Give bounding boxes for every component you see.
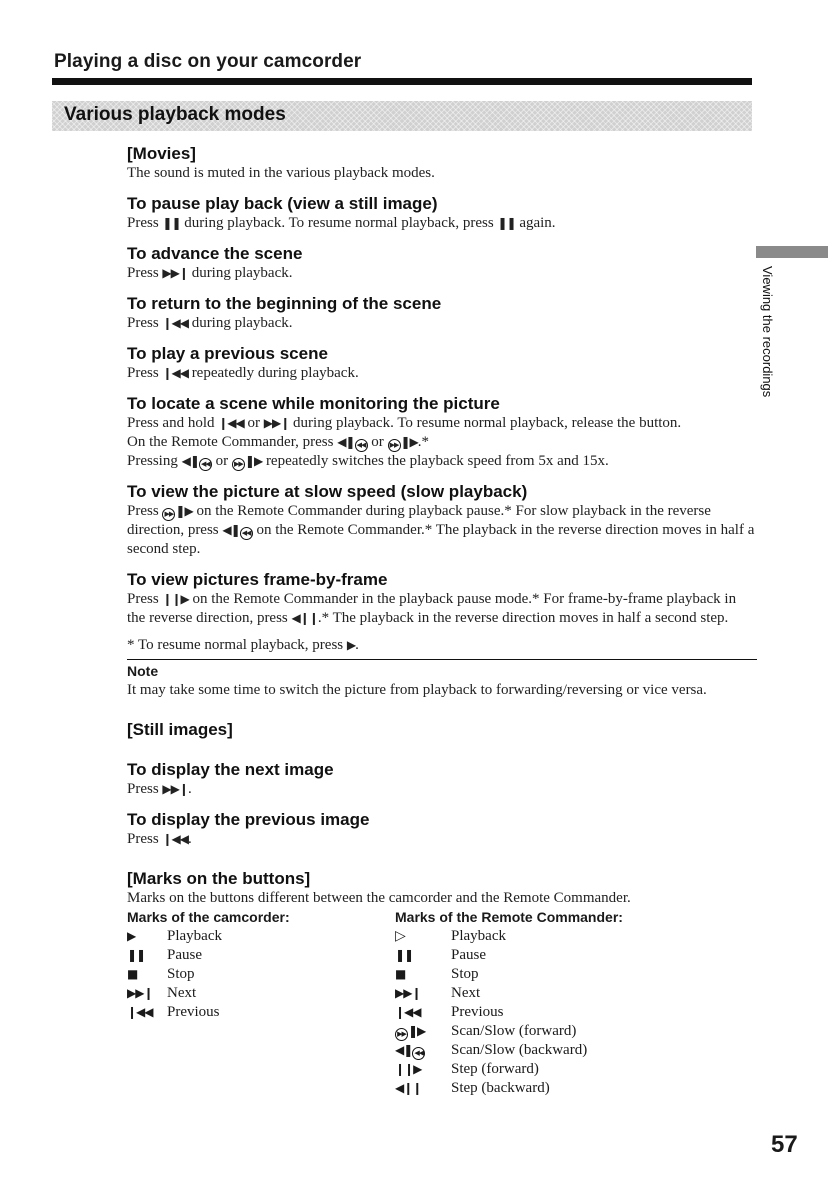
note-text: It may take some time to switch the picture from playback to forwarding/reversing or vice versa. xyxy=(127,682,707,698)
step-forward-icon: ❙❙▶ xyxy=(395,1062,422,1076)
list-item: ◀❚ ◀◀ Scan/Slow (backward) xyxy=(395,1042,588,1058)
list-item: ❙◀◀ Previous xyxy=(395,1004,504,1020)
list-item: ▶ Playback xyxy=(127,928,222,944)
stop-icon: ■ xyxy=(395,967,406,981)
locate-text: Press and hold ❙◀◀ or ▶▶❙ during playback. To resume normal playback, release the button. On the Remote Commander, press ◀❚ ◀◀ or ▶▶ ❚▶.* Pressing ◀❚ ◀◀ or ▶▶ ❚▶ repeatedly switches the playback speed from 5x and 15x. xyxy=(127,415,682,469)
disc-forward-icon: ▶▶ xyxy=(232,458,245,471)
scan-backward-icon: ◀❚ xyxy=(181,454,199,468)
disc-rewind-icon: ◀◀ xyxy=(199,458,212,471)
advance-text: Press ▶▶❙ during playback. xyxy=(127,265,293,281)
list-item: ▶▶❙ Next xyxy=(395,985,481,1001)
next-icon: ▶▶❙ xyxy=(162,782,188,796)
scan-forward-icon: ▶▶ ❚▶ xyxy=(395,1022,451,1041)
previous-icon: ❙◀◀ xyxy=(162,366,188,380)
next-icon: ▶▶❙ xyxy=(162,266,188,280)
scan-backward-icon: ◀❚ xyxy=(222,523,240,537)
camcorder-marks xyxy=(127,908,395,1098)
return-heading: To return to the beginning of the scene xyxy=(127,294,442,313)
disc-forward-icon: ▶▶ xyxy=(162,508,175,521)
play-icon: ▶ xyxy=(127,929,136,943)
section-banner xyxy=(52,101,752,131)
still-next-text: Press ▶▶❙. xyxy=(127,781,192,797)
frame-heading: To view pictures frame-by-frame xyxy=(127,570,388,589)
slow-heading: To view the picture at slow speed (slow playback) xyxy=(127,482,528,501)
list-item: ◀❙❙ Step (backward) xyxy=(395,1080,550,1096)
list-item: ❙◀◀ Previous xyxy=(127,1004,220,1020)
list-item: ■ Stop xyxy=(395,966,479,982)
page-number: 57 xyxy=(771,1131,798,1158)
movies-heading: [Movies] xyxy=(127,144,196,163)
still-prev-text: Press ❙◀◀. xyxy=(127,831,192,847)
section-banner-title: Various playback modes xyxy=(64,104,286,125)
side-tab-bar xyxy=(756,246,828,258)
locate-heading: To locate a scene while monitoring the picture xyxy=(127,394,500,413)
previous-icon: ❙◀◀ xyxy=(127,1005,153,1019)
step-backward-icon: ◀❙❙ xyxy=(291,611,318,625)
pause-icon: ❚❚ xyxy=(497,216,516,230)
list-item: ▶▶❙ Next xyxy=(127,985,197,1001)
next-icon: ▶▶❙ xyxy=(263,416,290,430)
scan-forward-icon: ❚▶ xyxy=(175,504,193,518)
play-icon: ▶ xyxy=(346,638,356,652)
pause-text: Press ❚❚ during playback. To resume normal playback, press ❚❚ again. xyxy=(127,215,556,231)
camcorder-marks-title: Marks of the camcorder: xyxy=(127,909,290,925)
movies-intro: The sound is muted in the various playback modes. xyxy=(127,165,435,181)
marks-intro: Marks on the buttons different between the camcorder and the Remote Commander. xyxy=(127,890,631,906)
advance-heading: To advance the scene xyxy=(127,244,303,263)
still-heading: [Still images] xyxy=(127,720,233,739)
disc-rewind-icon: ◀◀ xyxy=(355,439,368,452)
pause-heading: To pause play back (view a still image) xyxy=(127,194,438,213)
next-icon: ▶▶❙ xyxy=(395,986,421,1000)
remote-marks-title: Marks of the Remote Commander: xyxy=(395,909,623,925)
scan-backward-icon: ◀❚ ◀◀ xyxy=(395,1041,451,1060)
page-title: Playing a disc on your camcorder xyxy=(54,51,362,72)
step-forward-icon: ❙❙▶ xyxy=(162,592,189,606)
slow-text: Press ▶▶ ❚▶ on the Remote Commander during playback pause.* For slow playback in the reverse direction, press ◀❚ ◀◀ on the Remote Commander.* The playback in the reverse direction moves in half a second step. xyxy=(127,503,755,557)
previous-icon: ❙◀◀ xyxy=(218,416,244,430)
disc-rewind-icon: ◀◀ xyxy=(240,527,253,540)
scan-forward-icon: ❚▶ xyxy=(244,454,263,468)
list-item: ❚❚ Pause xyxy=(127,947,202,963)
list-item: ▷ Playback xyxy=(395,928,506,944)
pause-icon: ❚❚ xyxy=(127,948,146,962)
scan-forward-icon: ❚▶ xyxy=(400,435,418,449)
title-rule xyxy=(52,78,752,85)
pause-icon: ❚❚ xyxy=(395,948,414,962)
step-backward-icon: ◀❙❙ xyxy=(395,1081,422,1095)
previous-icon: ❙◀◀ xyxy=(162,832,188,846)
footnote: * To resume normal playback, press ▶. xyxy=(127,637,359,653)
pause-icon: ❚❚ xyxy=(162,216,181,230)
list-item: ■ Stop xyxy=(127,966,195,982)
previous-heading: To play a previous scene xyxy=(127,344,328,363)
frame-text: Press ❙❙▶ on the Remote Commander in the playback pause mode.* For frame-by-frame playback in the reverse direction, press ◀❙❙.* The playback in the reverse direction moves in half a second step. xyxy=(127,591,737,626)
scan-backward-icon: ◀❚ xyxy=(337,435,355,449)
play-outline-icon: ▷ xyxy=(395,928,406,944)
marks-table xyxy=(127,908,757,1098)
remote-marks xyxy=(395,908,663,1098)
disc-forward-icon: ▶▶ xyxy=(388,439,401,452)
list-item: ❚❚ Pause xyxy=(395,947,486,963)
marks-heading: [Marks on the buttons] xyxy=(127,869,311,888)
list-item: ▶▶ ❚▶ Scan/Slow (forward) xyxy=(395,1022,663,1041)
note-label: Note xyxy=(127,663,159,679)
return-text: Press ❙◀◀ during playback. xyxy=(127,315,293,331)
list-item: ❙❙▶ Step (forward) xyxy=(395,1061,539,1077)
content xyxy=(127,144,757,1098)
previous-text: Press ❙◀◀ repeatedly during playback. xyxy=(127,365,359,381)
footnote-rule xyxy=(127,659,757,660)
next-icon: ▶▶❙ xyxy=(127,986,153,1000)
still-prev-heading: To display the previous image xyxy=(127,810,370,829)
still-next-heading: To display the next image xyxy=(127,760,334,779)
side-tab-label: Viewing the recordings xyxy=(760,266,775,398)
previous-icon: ❙◀◀ xyxy=(162,316,188,330)
stop-icon: ■ xyxy=(127,967,138,981)
previous-icon: ❙◀◀ xyxy=(395,1005,421,1019)
